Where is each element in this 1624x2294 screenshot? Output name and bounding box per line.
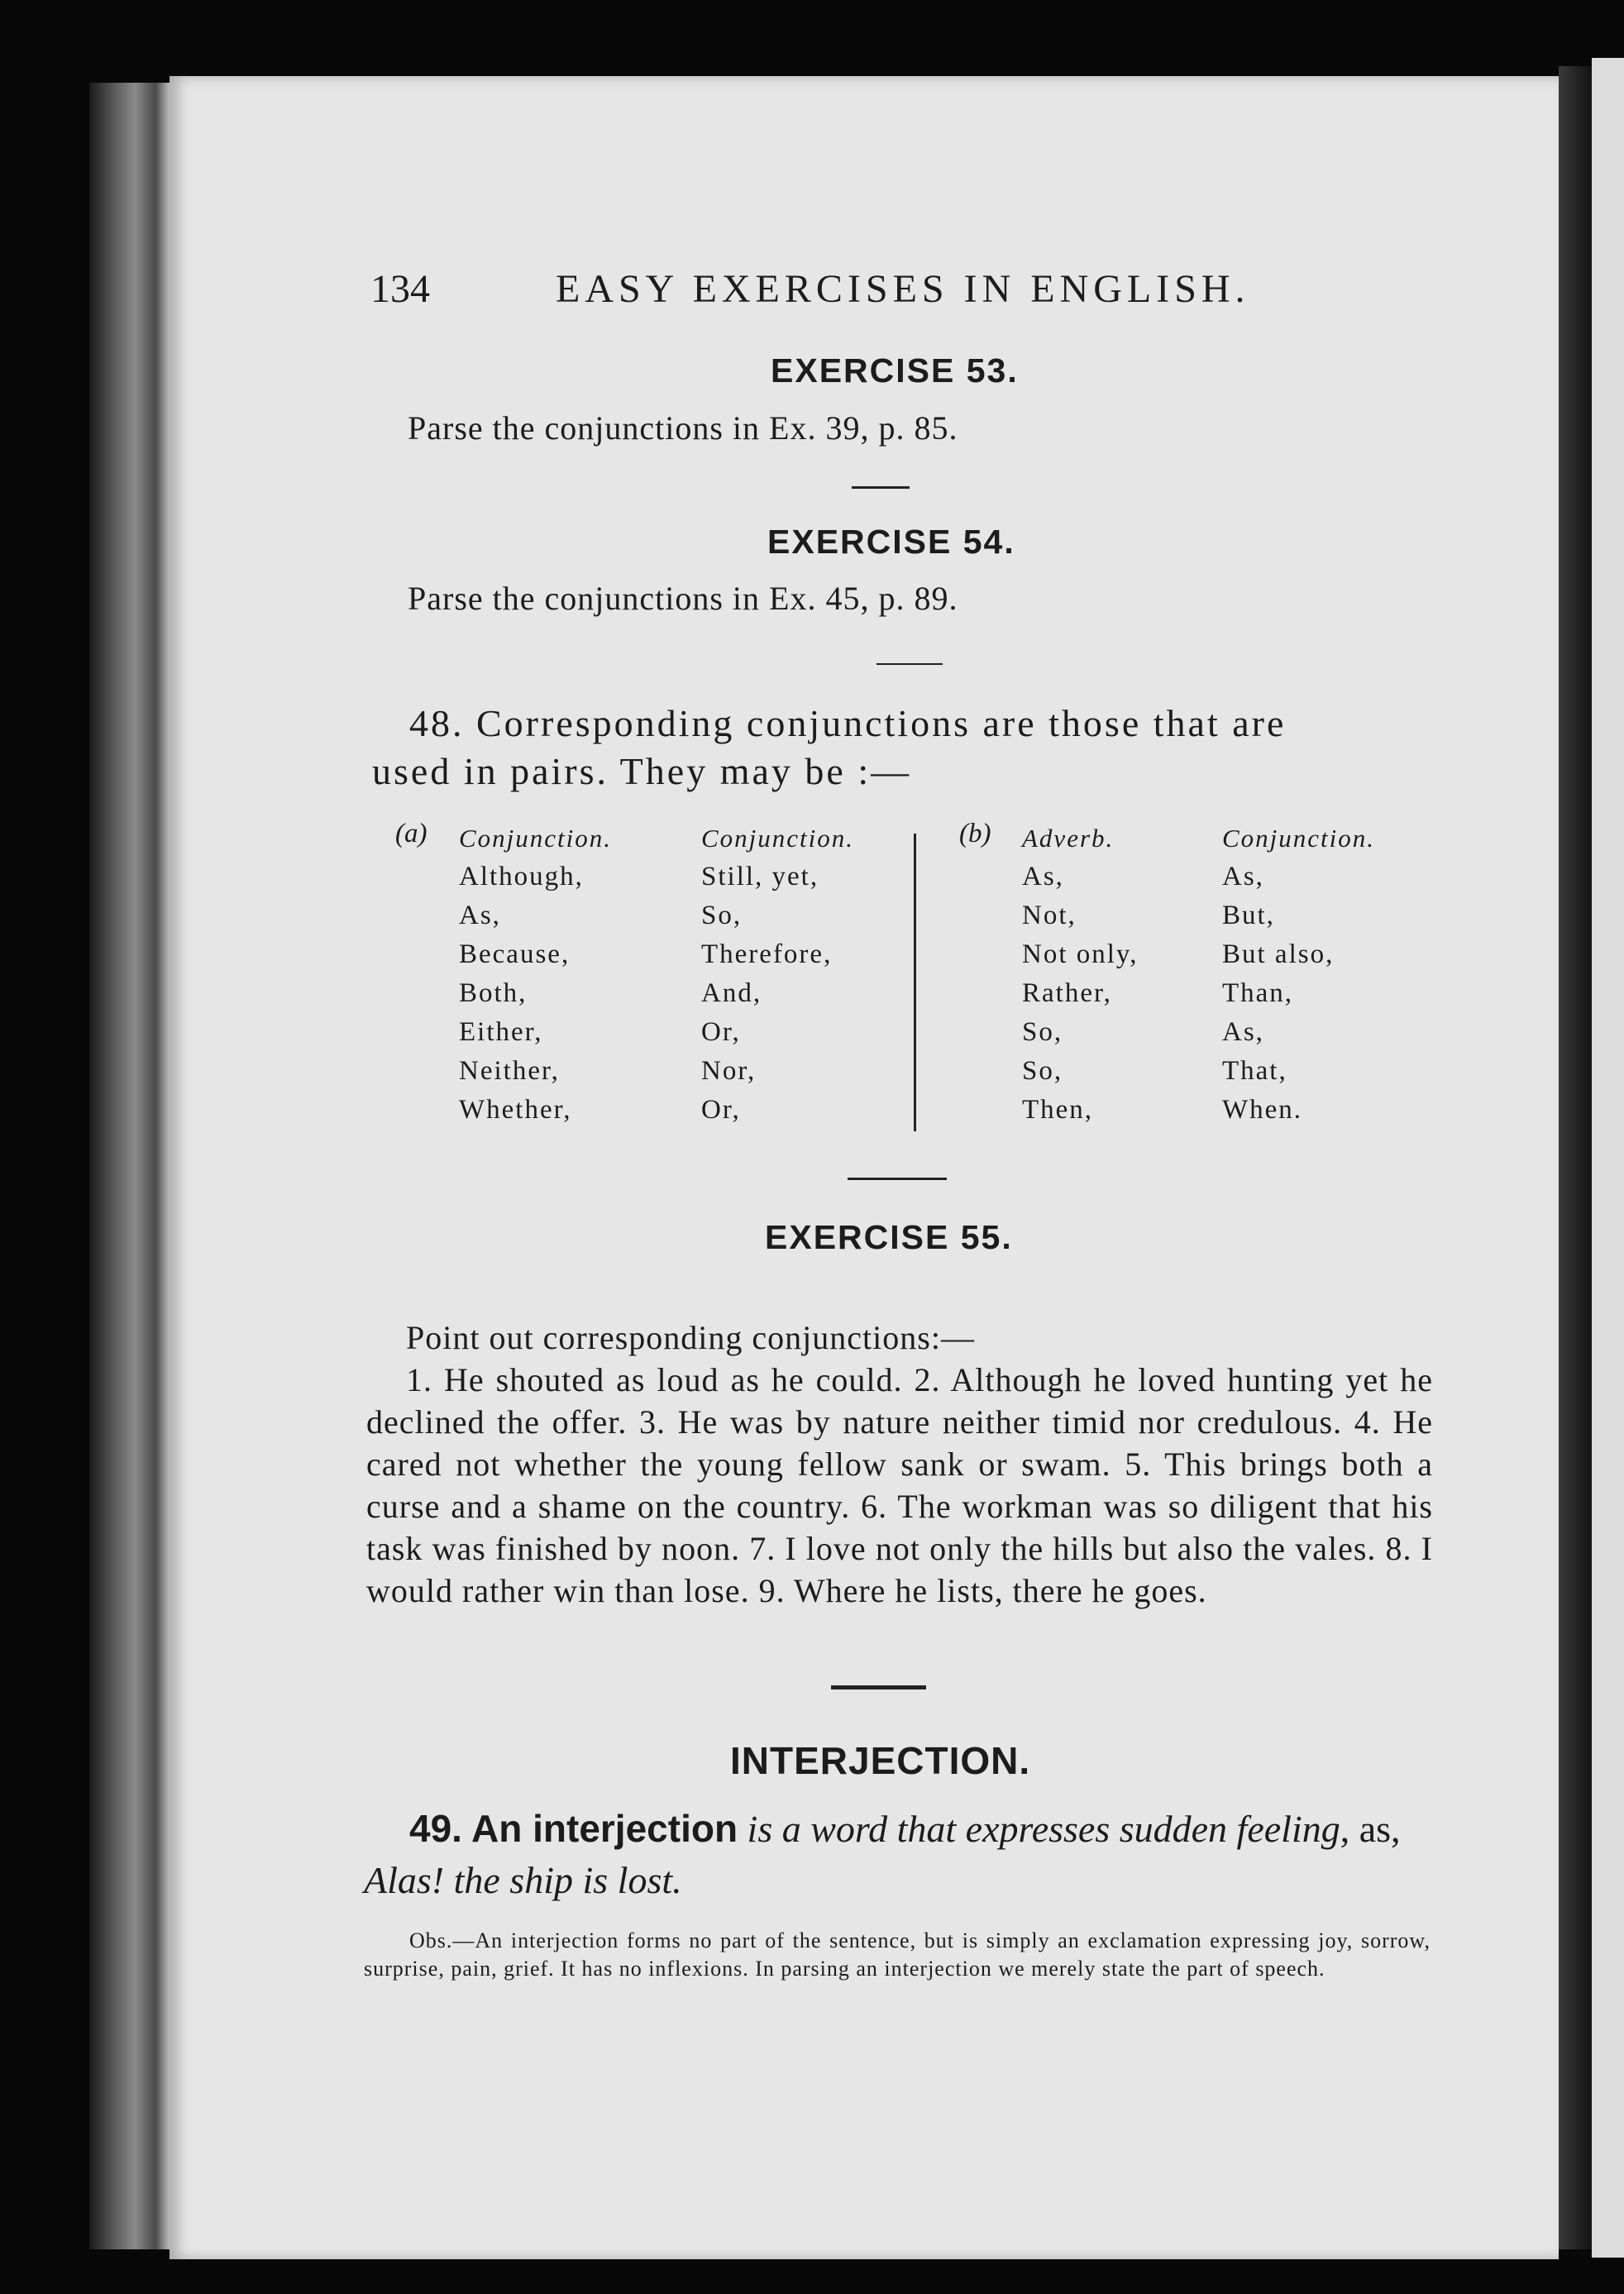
left-book-binding <box>89 83 172 2249</box>
right-page-edge-shadow <box>1559 66 1592 2249</box>
table-cell: And, <box>701 978 762 1008</box>
column-header: Adverb. <box>1022 824 1115 853</box>
observation-text: Obs.—An interjection forms no part of the sentence, but is simply an exclamation expressing joy, sorrow, surprise, pain, grief. It has no inflexions. In parsing an interjection we merely state the part of speech. <box>364 1928 1431 1981</box>
exercise-55-heading: EXERCISE 55. <box>765 1218 1013 1256</box>
table-cell: As, <box>459 901 501 930</box>
section-48-line-2: used in pairs. They may be :— <box>372 750 912 792</box>
divider-rule <box>831 1685 926 1689</box>
definition-text: is a word that expresses sudden feeling <box>747 1808 1340 1850</box>
group-a-label: (a) <box>395 819 427 848</box>
table-cell: As, <box>1222 862 1264 891</box>
section-49-lead: 49. An interjection <box>409 1807 738 1850</box>
table-cell: Then, <box>1022 1095 1094 1125</box>
table-cell: That, <box>1222 1056 1287 1086</box>
page-number: 134 <box>370 267 430 311</box>
interjection-heading: INTERJECTION. <box>730 1739 1031 1782</box>
as-connector: , as, <box>1340 1808 1401 1850</box>
section-48-line-1: 48. Corresponding conjunctions are those that are <box>409 702 1287 744</box>
table-cell: Both, <box>459 978 528 1008</box>
table-cell: Not only, <box>1022 939 1139 969</box>
exercise-55-body <box>366 1317 1433 1612</box>
column-header: Conjunction. <box>701 824 855 853</box>
table-cell: So, <box>701 901 743 930</box>
exercise-55-intro: Point out corresponding conjunctions:— <box>406 1319 975 1356</box>
table-column-a-conjunction <box>459 819 612 1130</box>
table-cell: Or, <box>701 1017 741 1047</box>
divider-rule <box>848 1178 947 1180</box>
exercise-54-text: Parse the conjunctions in Ex. 45, p. 89. <box>408 580 958 617</box>
table-cell: Therefore, <box>701 939 833 969</box>
table-cell: Not, <box>1022 901 1077 930</box>
column-header: Conjunction. <box>459 824 613 853</box>
table-column-b-adverb <box>1022 819 1139 1130</box>
column-header: Conjunction. <box>1222 824 1376 853</box>
section-49-definition <box>364 1803 1435 1906</box>
group-b-label: (b) <box>959 819 991 848</box>
observation-note <box>364 1927 1431 1983</box>
table-cell: Neither, <box>459 1056 560 1086</box>
table-cell: Nor, <box>701 1056 757 1086</box>
table-cell: But, <box>1222 901 1275 930</box>
right-page-edge <box>1592 58 1624 2258</box>
table-cell: Or, <box>701 1095 741 1125</box>
exercise-53-text: Parse the conjunctions in Ex. 39, p. 85. <box>408 409 958 447</box>
table-cell: So, <box>1022 1056 1063 1086</box>
table-cell: Rather, <box>1022 978 1112 1008</box>
table-cell: Whether, <box>459 1095 572 1125</box>
table-cell: Because, <box>459 939 571 969</box>
running-head <box>370 266 1250 312</box>
table-cell: Than, <box>1222 978 1294 1008</box>
exercise-55-sentences: 1. He shouted as loud as he could. 2. Although he loved hunting yet he declined the offer. 3. He was by nature neither timid nor credulous. 4. He cared not whether the young fellow sank or swam. 5. This brings both a curse and a shame on the country. 6. The workman was so diligent that his task was finished by noon. 7. I love not only the hills but also the vales. 8. I would rather win than lose. 9. Where he lists, there he goes. <box>366 1361 1433 1609</box>
table-cell: As, <box>1022 862 1064 891</box>
table-column-b-conjunction <box>1222 819 1375 1130</box>
exercise-54-heading: EXERCISE 54. <box>767 523 1015 561</box>
example-text: Alas! the ship is lost. <box>364 1859 682 1901</box>
exercise-53-heading: EXERCISE 53. <box>771 351 1019 390</box>
table-cell: When. <box>1222 1095 1303 1125</box>
table-cell: So, <box>1022 1017 1063 1047</box>
divider-rule <box>876 663 943 665</box>
table-cell: But also, <box>1222 939 1335 969</box>
table-cell: Either, <box>459 1017 543 1047</box>
running-title: EASY EXERCISES IN ENGLISH. <box>556 267 1250 311</box>
divider-rule <box>852 486 910 489</box>
table-cell: Still, yet, <box>701 862 819 891</box>
table-column-divider <box>914 834 916 1131</box>
table-cell: As, <box>1222 1017 1264 1047</box>
table-column-a-correlative <box>701 819 854 1130</box>
table-cell: Although, <box>459 862 584 891</box>
